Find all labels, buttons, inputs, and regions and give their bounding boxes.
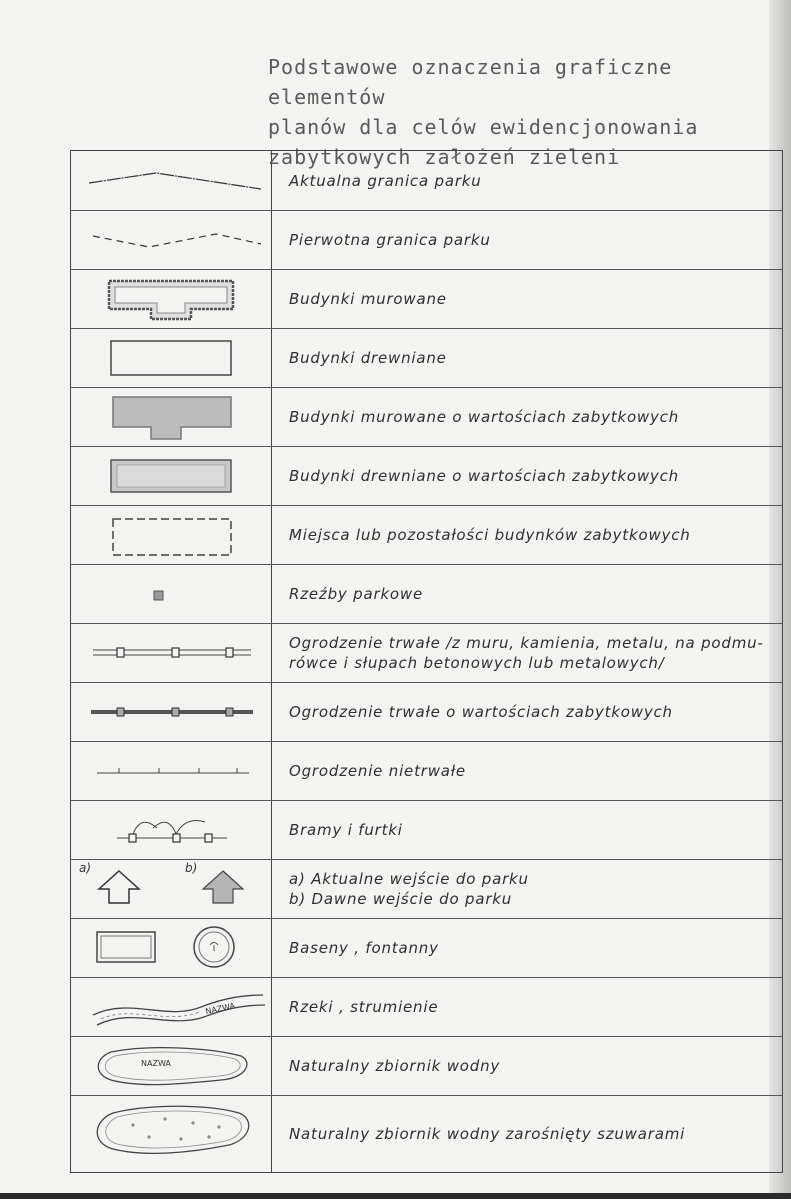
legend-row (71, 918, 782, 978)
pool-fountain-icon (71, 918, 271, 977)
non-permanent-fence-icon (71, 741, 271, 800)
legend-label: Naturalny zbiornik wodny (289, 1056, 501, 1075)
legend-row (71, 505, 782, 565)
legend-label-continuation: rówce i słupach betonowych lub metalowych/ (289, 653, 665, 672)
legend-row (71, 859, 782, 919)
wooden-building-icon (71, 328, 271, 387)
legend-label: Budynki murowane o wartościach zabytkowych (289, 407, 680, 426)
legend-row (71, 741, 782, 801)
river-stream-icon (71, 977, 271, 1036)
option-b-tag: b) (185, 861, 198, 875)
legend-row (71, 1036, 782, 1096)
natural-pond-icon (71, 1036, 271, 1095)
legend-row (71, 623, 782, 683)
legend-label: Ogrodzenie trwałe /z muru, kamienia, metalu, na podmu- (289, 633, 764, 652)
legend-row (71, 328, 782, 388)
legend-row (71, 682, 782, 742)
legend-row (71, 800, 782, 860)
overgrown-pond-icon (71, 1095, 271, 1172)
legend-label: Budynki murowane (289, 289, 447, 308)
masonry-building-icon (71, 269, 271, 328)
legend-label: Naturalny zbiornik wodny zarośnięty szuwarami (289, 1124, 686, 1143)
original-park-boundary-line-icon (71, 210, 271, 269)
legend-row (71, 387, 782, 447)
pond-name-label: NAZWA (141, 1059, 171, 1068)
legend-row (71, 977, 782, 1037)
permanent-fence-icon (71, 623, 271, 682)
legend-label-continuation: b) Dawne wejście do parku (289, 889, 513, 908)
legend-label: Budynki drewniane (289, 348, 447, 367)
title-line-3: zabytkowych założeń zieleni (268, 145, 621, 169)
legend-row (71, 210, 782, 270)
historic-permanent-fence-icon (71, 682, 271, 741)
legend-row (71, 564, 782, 624)
legend-label: Rzeźby parkowe (289, 584, 424, 603)
legend-row (71, 1095, 782, 1172)
legend-label: Baseny , fontanny (289, 938, 439, 957)
legend-row (71, 269, 782, 329)
legend-label: Bramy i furtki (289, 820, 403, 839)
historic-wooden-building-icon (71, 446, 271, 505)
legend-label: Rzeki , strumienie (289, 997, 439, 1016)
legend-label: Ogrodzenie trwałe o wartościach zabytkowych (289, 702, 673, 721)
building-remains-icon (71, 505, 271, 564)
page-bottom-edge (0, 1193, 791, 1199)
current-park-boundary-line-icon (71, 151, 271, 210)
legend-label: Pierwotna granica parku (289, 230, 491, 249)
option-a-tag: a) (79, 861, 92, 875)
legend-label: a) Aktualne wejście do parku (289, 869, 529, 888)
legend-label: Budynki drewniane o wartościach zabytkowych (289, 466, 679, 485)
gates-icon (71, 800, 271, 859)
legend-label: Miejsca lub pozostałości budynków zabytkowych (289, 525, 691, 544)
legend-row (71, 151, 782, 211)
river-name-label: NAZWA (204, 1001, 236, 1017)
legend-row (71, 446, 782, 506)
park-sculpture-icon (71, 564, 271, 623)
legend-table (70, 150, 783, 1173)
legend-label: Aktualna granica parku (289, 171, 482, 190)
title-line-2: planów dla celów ewidencjonowania (268, 115, 699, 139)
title-line-1: Podstawowe oznaczenia graficzne elementów (268, 55, 673, 109)
park-entrance-arrows-icon (71, 859, 271, 918)
historic-masonry-building-icon (71, 387, 271, 446)
legend-label: Ogrodzenie nietrwałe (289, 761, 466, 780)
